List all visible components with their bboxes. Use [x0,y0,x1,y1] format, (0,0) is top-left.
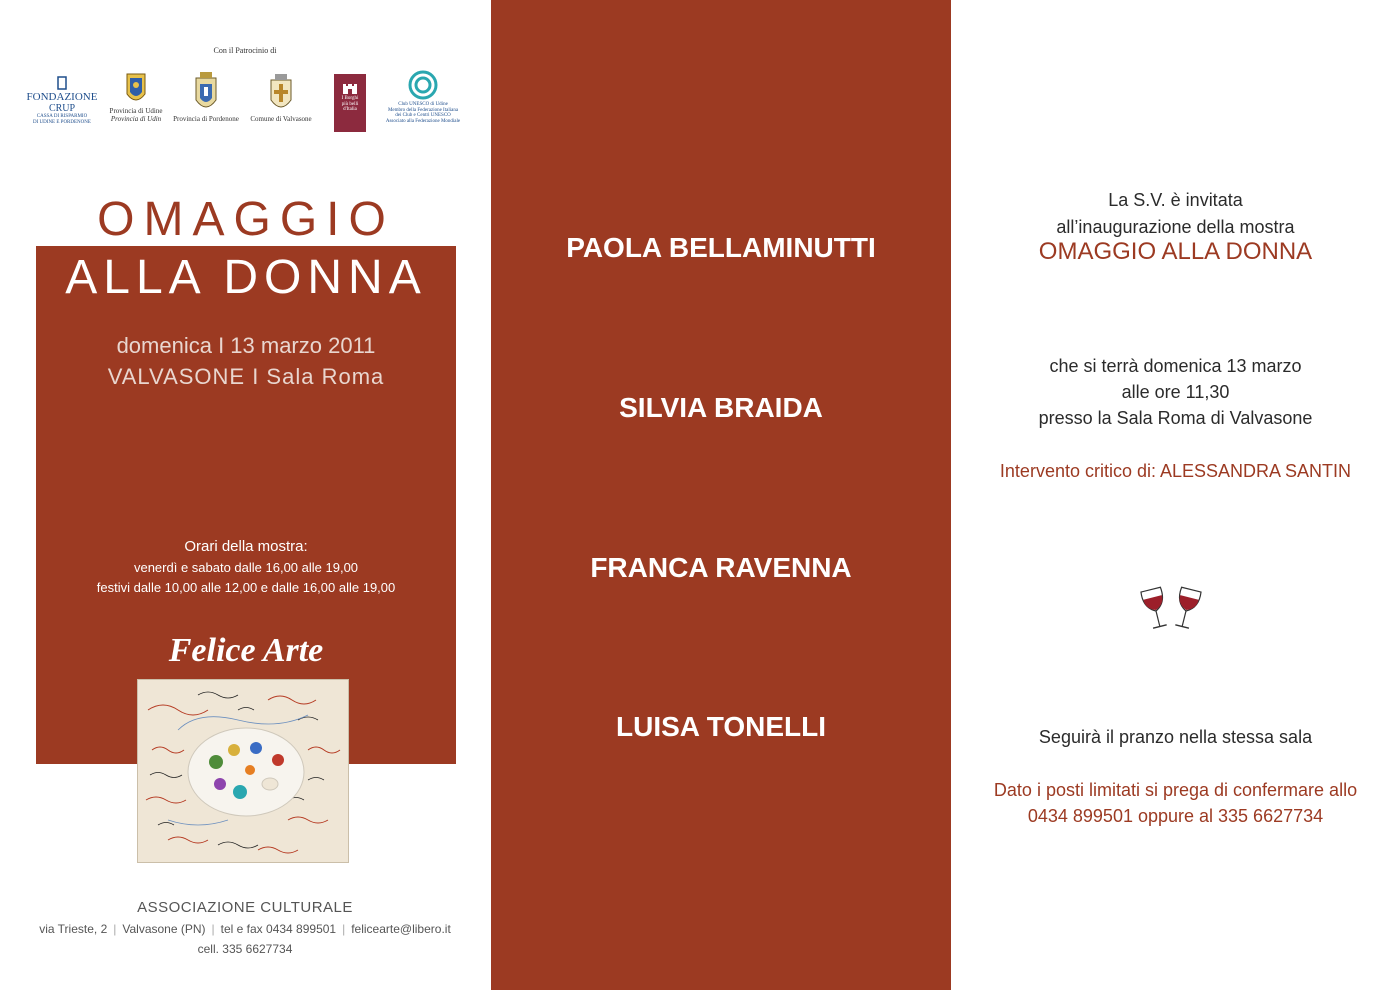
event-date-line: che si terrà domenica 13 marzo [1049,356,1302,376]
pordenone-crest-icon [190,70,222,116]
inauguration-line: all’inaugurazione della mostra [1056,217,1295,237]
lunch-line: Seguirà il pranzo nella stessa sala [1038,727,1313,747]
borghi-italia-logo: I Borghi più belli d'Italia [334,74,366,132]
patron-logos [22,70,472,134]
wine-glasses-icon [1138,585,1204,637]
comune-valvasone-logo: Comune di Valvasone [244,72,318,124]
rsvp-line-2: 0434 899501 oppure al 335 6627734 [1027,806,1324,826]
address-city: Valvasone (PN) [122,922,206,936]
artists-panel [491,0,951,990]
association-address: via Trieste, 2 | Valvasone (PN) | tel e fax 0434 899501 | felicearte@libero.it [39,922,451,936]
felice-arte-brand: Felice Arte [168,632,324,669]
unesco-swirl-icon [408,70,438,100]
patronage-title: Con il Patrocinio di [213,46,277,55]
exhibition-title: OMAGGIO ALLA DONNA [1038,238,1313,265]
event-time-line: alle ore 11,30 [1121,382,1230,402]
event-venue-line: presso la Sala Roma di Valvasone [1038,408,1313,428]
fondazione-crup-logo: FONDAZIONE CRUP CASSA DI RISPARMIO DI UDINE E PORDENONE [22,76,102,125]
unesco-club-logo: Club UNESCO di Udine Membro della Federazione Italiana dei Club e Centri UNESCO Associato alla Federazione Mondiale [378,70,468,124]
udine-crest-icon [123,70,149,108]
poster-title-line1: OMAGGIO [97,193,395,246]
hours-line-2: festivi dalle 10,00 alle 12,00 e dalle 16,00 alle 19,00 [96,580,396,595]
provincia-pordenone-logo: Provincia di Pordenone [168,70,244,124]
address-phone: tel e fax 0434 899501 [220,922,337,936]
artist-name: FRANCA RAVENNA [590,552,852,583]
address-street: via Trieste, 2 [39,922,108,936]
association-name: ASSOCIAZIONE CULTURALE [137,899,353,916]
address-email[interactable]: felicearte@libero.it [351,922,451,936]
invitation-line: La S.V. è invitata [1108,190,1243,210]
poster-date: domenica I 13 marzo 2011 [116,333,376,358]
artist-name: SILVIA BRAIDA [619,392,823,423]
artist-name: LUISA TONELLI [616,711,826,742]
association-cell: cell. 335 6627734 [197,942,293,956]
critic-line: Intervento critico di: ALESSANDRA SANTIN [999,461,1352,481]
hours-title: Orari della mostra: [184,538,308,555]
palette-artwork-image [137,679,349,863]
provincia-udine-logo: Provincia di Udine Provincia di Udin [104,70,168,123]
left-panel [0,0,490,990]
poster-title-line2: ALLA DONNA [65,251,427,304]
hours-line-1: venerdì e sabato dalle 16,00 alle 19,00 [133,560,359,575]
castle-icon [342,80,358,94]
artist-name: PAOLA BELLAMINUTTI [566,232,876,263]
valvasone-crest-icon [266,72,296,116]
invitation-panel [951,0,1400,990]
rsvp-line-1: Dato i posti limitati si prega di confermare allo [993,780,1358,800]
poster-place: VALVASONE I Sala Roma [107,364,385,389]
